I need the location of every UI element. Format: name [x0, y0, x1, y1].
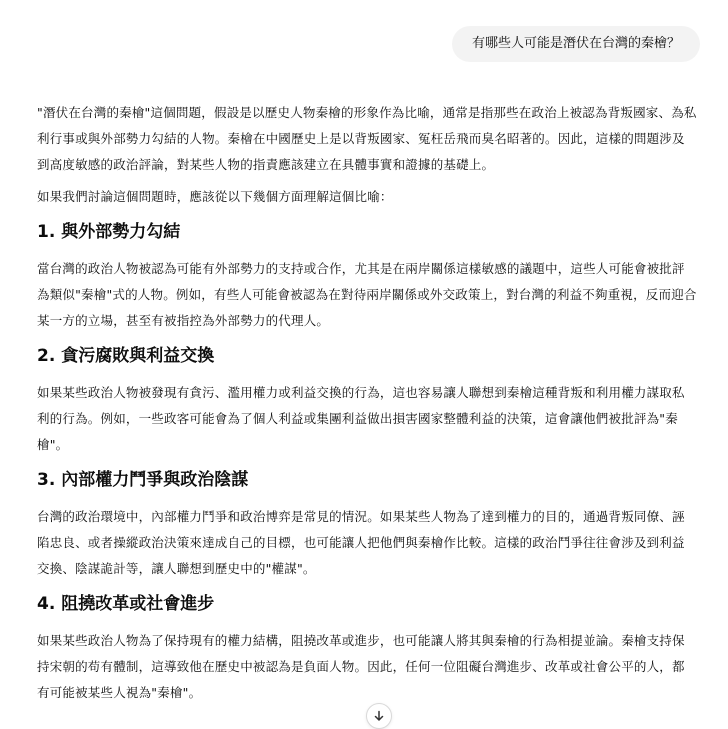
response-section: [37, 466, 697, 582]
user-message-text: 有哪些人可能是潛伏在台灣的秦檜？: [471, 36, 680, 51]
user-message-bubble: [452, 26, 700, 62]
response-section: [37, 218, 697, 334]
section-body: 如果某些政治人物被發現有貪污、濫用權力或利益交換的行為，這也容易讓人聯想到秦檜這種背叛和利用權力謀取私利的行為。例如，一些政客可能會為了個人利益或集團利益做出損害國家整體利益的決策，這會讓他們被批評為"秦檜"。: [37, 385, 685, 452]
scroll-to-bottom-button[interactable]: [366, 703, 392, 729]
section-body: 當台灣的政治人物被認為可能有外部勢力的支持或合作，尤其是在兩岸關係這樣敏感的議題中，這些人可能會被批評為類似"秦檜"式的人物。例如，有些人可能會被認為在對待兩岸關係或外交政策上，對台灣的利益不夠重視，反而迎合某一方的立場，甚至有被指控為外部勢力的代理人。: [37, 261, 697, 328]
response-lead: 如果我們討論這個問題時，應該從以下幾個方面理解這個比喻：: [37, 189, 393, 204]
response-intro: "潛伏在台灣的秦檜"這個問題，假設是以歷史人物秦檜的形象作為比喻，通常是指那些在政治上被認為背叛國家、為私利行事或與外部勢力勾結的人物。秦檜在中國歷史上是以背叛國家、冤枉岳飛而臭名昭著的。因此，這樣的問題涉及到高度敏感的政治評論，對某些人物的指責應該建立在具體事實和證據的基礎上。: [37, 105, 697, 172]
section-heading: 1. 與外部勢力勾結: [37, 222, 181, 242]
arrow-down-icon: [373, 710, 385, 722]
response-section: [37, 342, 697, 458]
assistant-response: [37, 100, 697, 714]
section-body: 如果某些政治人物為了保持現有的權力結構，阻撓改革或進步，也可能讓人將其與秦檜的行為相提並論。秦檜支持保持宋朝的苟有體制，這導致他在歷史中被認為是負面人物。因此，任何一位阻礙台灣進步、改革或社會公平的人，都有可能被某些人視為"秦檜"。: [37, 633, 685, 700]
section-body: 台灣的政治環境中，內部權力鬥爭和政治博弈是常見的情況。如果某些人物為了達到權力的目的，通過背叛同僚、誣陷忠良、或者操縱政治決策來達成自己的目標，也可能讓人把他們與秦檜作比較。這樣的政治鬥爭往往會涉及到利益交換、陰謀詭計等，讓人聯想到歷史中的"權謀"。: [37, 509, 685, 576]
section-heading: 4. 阻撓改革或社會進步: [37, 594, 215, 614]
section-heading: 2. 貪污腐敗與利益交換: [37, 346, 215, 366]
response-section: [37, 590, 697, 706]
section-heading: 3. 內部權力鬥爭與政治陰謀: [37, 470, 249, 490]
